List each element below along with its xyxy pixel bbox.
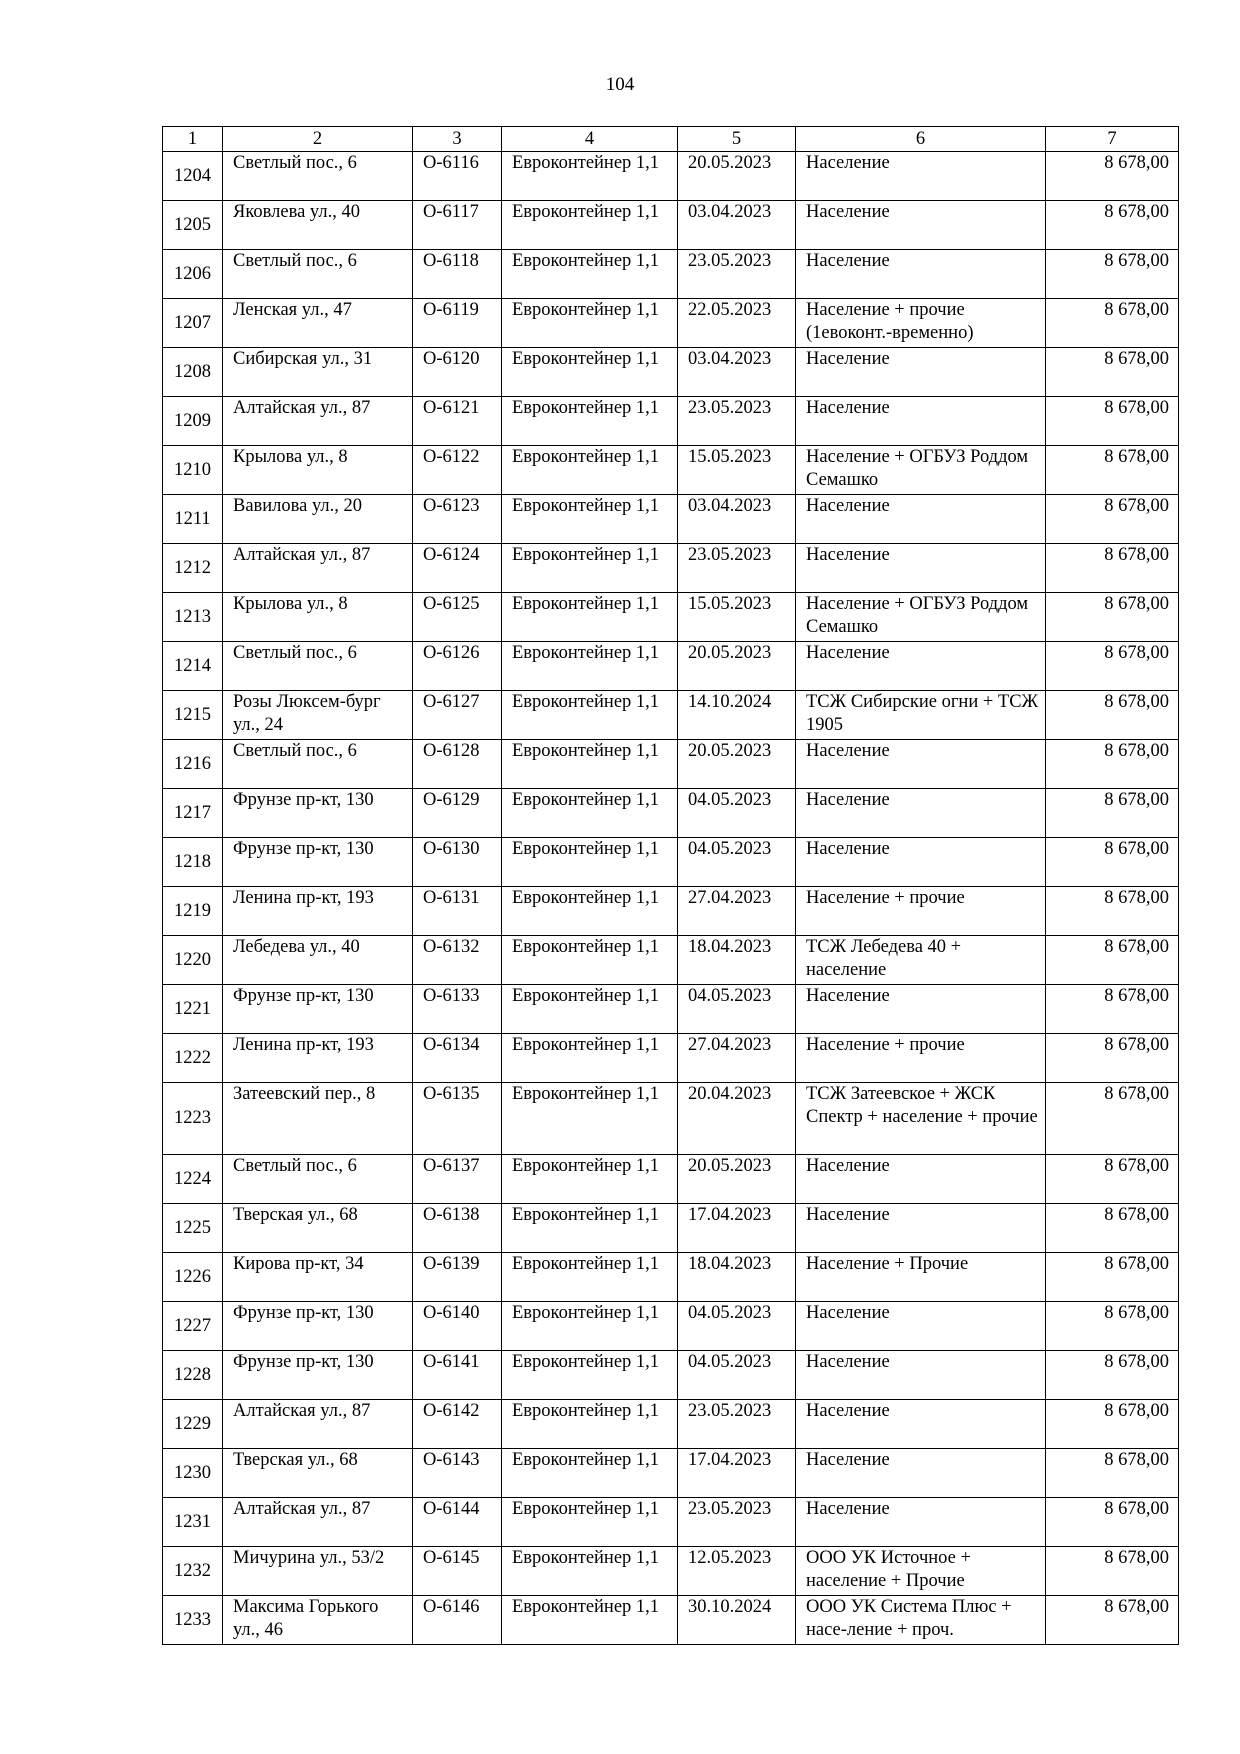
user-group-cell: Население [796,642,1046,691]
row-number-cell: 1233 [163,1596,223,1645]
table-row [163,1400,1179,1449]
user-group-cell: Население [796,544,1046,593]
date-cell: 23.05.2023 [678,250,796,299]
address-cell: Затеевский пер., 8 [223,1083,413,1155]
table-row [163,740,1179,789]
address-cell: Тверская ул., 68 [223,1204,413,1253]
user-group-cell: Население [796,495,1046,544]
table-row [163,838,1179,887]
address-cell: Крылова ул., 8 [223,446,413,495]
amount-cell: 8 678,00 [1046,299,1179,348]
site-code-cell: О-6140 [413,1302,502,1351]
container-type-cell: Евроконтейнер 1,1 [502,1596,678,1645]
container-type-cell: Евроконтейнер 1,1 [502,642,678,691]
site-code-cell: О-6123 [413,495,502,544]
user-group-cell: Население [796,838,1046,887]
row-number-cell: 1216 [163,740,223,789]
user-group-cell: Население [796,1498,1046,1547]
column-header-6: 6 [796,127,1046,152]
address-cell: Светлый пос., 6 [223,152,413,201]
site-code-cell: О-6141 [413,1351,502,1400]
address-cell: Алтайская ул., 87 [223,544,413,593]
site-code-cell: О-6146 [413,1596,502,1645]
address-cell: Фрунзе пр-кт, 130 [223,789,413,838]
address-cell: Сибирская ул., 31 [223,348,413,397]
date-cell: 15.05.2023 [678,593,796,642]
amount-cell: 8 678,00 [1046,838,1179,887]
address-cell: Алтайская ул., 87 [223,397,413,446]
user-group-cell: Население [796,152,1046,201]
row-number-cell: 1208 [163,348,223,397]
user-group-cell: Население [796,397,1046,446]
table-row [163,1351,1179,1400]
table-row [163,1253,1179,1302]
site-code-cell: О-6129 [413,789,502,838]
column-header-1: 1 [163,127,223,152]
user-group-cell: Население + ОГБУЗ Роддом Семашко [796,446,1046,495]
site-code-cell: О-6120 [413,348,502,397]
site-code-cell: О-6116 [413,152,502,201]
date-cell: 30.10.2024 [678,1596,796,1645]
table-row [163,593,1179,642]
amount-cell: 8 678,00 [1046,397,1179,446]
date-cell: 20.05.2023 [678,740,796,789]
table-row [163,152,1179,201]
user-group-cell: Население + прочие [796,1034,1046,1083]
amount-cell: 8 678,00 [1046,887,1179,936]
address-cell: Фрунзе пр-кт, 130 [223,1351,413,1400]
date-cell: 12.05.2023 [678,1547,796,1596]
container-type-cell: Евроконтейнер 1,1 [502,397,678,446]
site-code-cell: О-6118 [413,250,502,299]
address-cell: Алтайская ул., 87 [223,1400,413,1449]
table-body [163,152,1179,1645]
container-type-cell: Евроконтейнер 1,1 [502,544,678,593]
amount-cell: 8 678,00 [1046,201,1179,250]
container-type-cell: Евроконтейнер 1,1 [502,1449,678,1498]
row-number-cell: 1209 [163,397,223,446]
row-number-cell: 1221 [163,985,223,1034]
site-code-cell: О-6139 [413,1253,502,1302]
address-cell: Лебедева ул., 40 [223,936,413,985]
container-type-cell: Евроконтейнер 1,1 [502,1253,678,1302]
amount-cell: 8 678,00 [1046,1253,1179,1302]
table-row [163,887,1179,936]
row-number-cell: 1223 [163,1083,223,1155]
container-type-cell: Евроконтейнер 1,1 [502,1302,678,1351]
date-cell: 17.04.2023 [678,1204,796,1253]
table-row [163,397,1179,446]
container-type-cell: Евроконтейнер 1,1 [502,201,678,250]
date-cell: 18.04.2023 [678,936,796,985]
date-cell: 27.04.2023 [678,1034,796,1083]
address-cell: Светлый пос., 6 [223,642,413,691]
user-group-cell: Население + Прочие [796,1253,1046,1302]
amount-cell: 8 678,00 [1046,740,1179,789]
row-number-cell: 1220 [163,936,223,985]
date-cell: 04.05.2023 [678,838,796,887]
container-type-cell: Евроконтейнер 1,1 [502,789,678,838]
site-code-cell: О-6131 [413,887,502,936]
amount-cell: 8 678,00 [1046,593,1179,642]
user-group-cell: ТСЖ Лебедева 40 + население [796,936,1046,985]
user-group-cell: Население [796,1204,1046,1253]
amount-cell: 8 678,00 [1046,1498,1179,1547]
address-cell: Максима Горького ул., 46 [223,1596,413,1645]
column-header-3: 3 [413,127,502,152]
row-number-cell: 1213 [163,593,223,642]
date-cell: 23.05.2023 [678,1498,796,1547]
container-type-cell: Евроконтейнер 1,1 [502,936,678,985]
amount-cell: 8 678,00 [1046,1034,1179,1083]
date-cell: 04.05.2023 [678,985,796,1034]
date-cell: 23.05.2023 [678,544,796,593]
row-number-cell: 1204 [163,152,223,201]
user-group-cell: ООО УК Источное + население + Прочие [796,1547,1046,1596]
row-number-cell: 1222 [163,1034,223,1083]
amount-cell: 8 678,00 [1046,250,1179,299]
row-number-cell: 1232 [163,1547,223,1596]
table-row [163,1498,1179,1547]
row-number-cell: 1215 [163,691,223,740]
address-cell: Фрунзе пр-кт, 130 [223,1302,413,1351]
amount-cell: 8 678,00 [1046,1596,1179,1645]
row-number-cell: 1230 [163,1449,223,1498]
container-type-cell: Евроконтейнер 1,1 [502,1083,678,1155]
container-type-cell: Евроконтейнер 1,1 [502,887,678,936]
column-header-7: 7 [1046,127,1179,152]
site-code-cell: О-6144 [413,1498,502,1547]
address-cell: Кирова пр-кт, 34 [223,1253,413,1302]
date-cell: 27.04.2023 [678,887,796,936]
amount-cell: 8 678,00 [1046,495,1179,544]
address-cell: Мичурина ул., 53/2 [223,1547,413,1596]
date-cell: 03.04.2023 [678,201,796,250]
site-code-cell: О-6124 [413,544,502,593]
site-code-cell: О-6142 [413,1400,502,1449]
user-group-cell: Население [796,1302,1046,1351]
user-group-cell: Население [796,1400,1046,1449]
amount-cell: 8 678,00 [1046,1204,1179,1253]
amount-cell: 8 678,00 [1046,348,1179,397]
table-row [163,1547,1179,1596]
site-code-cell: О-6125 [413,593,502,642]
date-cell: 17.04.2023 [678,1449,796,1498]
table-row [163,1596,1179,1645]
container-type-cell: Евроконтейнер 1,1 [502,446,678,495]
amount-cell: 8 678,00 [1046,446,1179,495]
user-group-cell: Население [796,250,1046,299]
amount-cell: 8 678,00 [1046,1547,1179,1596]
address-cell: Фрунзе пр-кт, 130 [223,838,413,887]
table-header-row [163,127,1179,152]
table-row [163,348,1179,397]
container-type-cell: Евроконтейнер 1,1 [502,985,678,1034]
amount-cell: 8 678,00 [1046,691,1179,740]
amount-cell: 8 678,00 [1046,1449,1179,1498]
row-number-cell: 1224 [163,1155,223,1204]
row-number-cell: 1219 [163,887,223,936]
row-number-cell: 1229 [163,1400,223,1449]
row-number-cell: 1211 [163,495,223,544]
table-row [163,691,1179,740]
table-row [163,1034,1179,1083]
column-header-2: 2 [223,127,413,152]
row-number-cell: 1227 [163,1302,223,1351]
date-cell: 14.10.2024 [678,691,796,740]
date-cell: 20.05.2023 [678,1155,796,1204]
row-number-cell: 1231 [163,1498,223,1547]
amount-cell: 8 678,00 [1046,1302,1179,1351]
address-cell: Розы Люксем-бург ул., 24 [223,691,413,740]
container-type-cell: Евроконтейнер 1,1 [502,495,678,544]
container-registry-table [162,126,1179,1645]
table-row [163,1204,1179,1253]
address-cell: Светлый пос., 6 [223,740,413,789]
container-type-cell: Евроконтейнер 1,1 [502,152,678,201]
address-cell: Ленина пр-кт, 193 [223,887,413,936]
amount-cell: 8 678,00 [1046,1083,1179,1155]
date-cell: 18.04.2023 [678,1253,796,1302]
table-row [163,544,1179,593]
table-row [163,1155,1179,1204]
user-group-cell: ТСЖ Затеевское + ЖСК Спектр + население + прочие [796,1083,1046,1155]
address-cell: Ленина пр-кт, 193 [223,1034,413,1083]
date-cell: 15.05.2023 [678,446,796,495]
user-group-cell: Население [796,1449,1046,1498]
site-code-cell: О-6127 [413,691,502,740]
table-row [163,642,1179,691]
site-code-cell: О-6126 [413,642,502,691]
row-number-cell: 1226 [163,1253,223,1302]
address-cell: Фрунзе пр-кт, 130 [223,985,413,1034]
date-cell: 04.05.2023 [678,1351,796,1400]
address-cell: Светлый пос., 6 [223,1155,413,1204]
container-type-cell: Евроконтейнер 1,1 [502,1155,678,1204]
date-cell: 20.05.2023 [678,642,796,691]
row-number-cell: 1218 [163,838,223,887]
user-group-cell: ТСЖ Сибирские огни + ТСЖ 1905 [796,691,1046,740]
site-code-cell: О-6121 [413,397,502,446]
container-type-cell: Евроконтейнер 1,1 [502,1034,678,1083]
site-code-cell: О-6138 [413,1204,502,1253]
user-group-cell: Население + ОГБУЗ Роддом Семашко [796,593,1046,642]
container-type-cell: Евроконтейнер 1,1 [502,838,678,887]
table-row [163,1302,1179,1351]
table-row [163,789,1179,838]
table-row [163,1449,1179,1498]
column-header-5: 5 [678,127,796,152]
amount-cell: 8 678,00 [1046,1155,1179,1204]
table-row [163,446,1179,495]
user-group-cell: Население [796,1351,1046,1400]
table-row [163,250,1179,299]
site-code-cell: О-6119 [413,299,502,348]
amount-cell: 8 678,00 [1046,985,1179,1034]
address-cell: Ленская ул., 47 [223,299,413,348]
amount-cell: 8 678,00 [1046,1400,1179,1449]
site-code-cell: О-6128 [413,740,502,789]
row-number-cell: 1207 [163,299,223,348]
address-cell: Тверская ул., 68 [223,1449,413,1498]
row-number-cell: 1212 [163,544,223,593]
table-row [163,495,1179,544]
date-cell: 03.04.2023 [678,348,796,397]
table-row [163,936,1179,985]
row-number-cell: 1217 [163,789,223,838]
amount-cell: 8 678,00 [1046,1351,1179,1400]
address-cell: Яковлева ул., 40 [223,201,413,250]
address-cell: Алтайская ул., 87 [223,1498,413,1547]
date-cell: 23.05.2023 [678,1400,796,1449]
container-type-cell: Евроконтейнер 1,1 [502,250,678,299]
site-code-cell: О-6143 [413,1449,502,1498]
date-cell: 22.05.2023 [678,299,796,348]
container-type-cell: Евроконтейнер 1,1 [502,593,678,642]
user-group-cell: Население [796,1155,1046,1204]
container-type-cell: Евроконтейнер 1,1 [502,348,678,397]
amount-cell: 8 678,00 [1046,789,1179,838]
table-row [163,299,1179,348]
user-group-cell: Население + прочие (1евоконт.-временно) [796,299,1046,348]
date-cell: 20.05.2023 [678,152,796,201]
address-cell: Крылова ул., 8 [223,593,413,642]
row-number-cell: 1205 [163,201,223,250]
site-code-cell: О-6135 [413,1083,502,1155]
row-number-cell: 1210 [163,446,223,495]
table-row [163,985,1179,1034]
site-code-cell: О-6133 [413,985,502,1034]
site-code-cell: О-6132 [413,936,502,985]
date-cell: 03.04.2023 [678,495,796,544]
date-cell: 04.05.2023 [678,1302,796,1351]
amount-cell: 8 678,00 [1046,544,1179,593]
column-header-4: 4 [502,127,678,152]
amount-cell: 8 678,00 [1046,152,1179,201]
date-cell: 20.04.2023 [678,1083,796,1155]
table-row [163,201,1179,250]
container-type-cell: Евроконтейнер 1,1 [502,1204,678,1253]
date-cell: 23.05.2023 [678,397,796,446]
container-type-cell: Евроконтейнер 1,1 [502,1498,678,1547]
user-group-cell: Население + прочие [796,887,1046,936]
row-number-cell: 1228 [163,1351,223,1400]
container-type-cell: Евроконтейнер 1,1 [502,1400,678,1449]
row-number-cell: 1225 [163,1204,223,1253]
row-number-cell: 1206 [163,250,223,299]
container-type-cell: Евроконтейнер 1,1 [502,691,678,740]
amount-cell: 8 678,00 [1046,936,1179,985]
address-cell: Вавилова ул., 20 [223,495,413,544]
site-code-cell: О-6122 [413,446,502,495]
address-cell: Светлый пос., 6 [223,250,413,299]
container-type-cell: Евроконтейнер 1,1 [502,740,678,789]
page-number: 104 [605,74,635,95]
user-group-cell: Население [796,348,1046,397]
table-row [163,1083,1179,1155]
container-type-cell: Евроконтейнер 1,1 [502,1351,678,1400]
site-code-cell: О-6130 [413,838,502,887]
user-group-cell: Население [796,985,1046,1034]
site-code-cell: О-6117 [413,201,502,250]
container-type-cell: Евроконтейнер 1,1 [502,299,678,348]
user-group-cell: Население [796,201,1046,250]
date-cell: 04.05.2023 [678,789,796,838]
user-group-cell: Население [796,740,1046,789]
site-code-cell: О-6134 [413,1034,502,1083]
user-group-cell: Население [796,789,1046,838]
site-code-cell: О-6137 [413,1155,502,1204]
site-code-cell: О-6145 [413,1547,502,1596]
amount-cell: 8 678,00 [1046,642,1179,691]
user-group-cell: ООО УК Система Плюс + насе-ление + проч. [796,1596,1046,1645]
row-number-cell: 1214 [163,642,223,691]
container-type-cell: Евроконтейнер 1,1 [502,1547,678,1596]
